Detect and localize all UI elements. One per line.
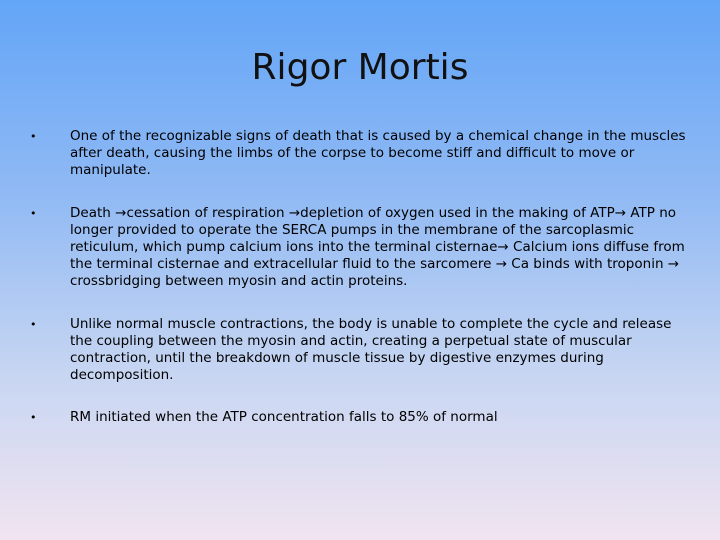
bullet-item [30,128,690,180]
bullet-item [30,409,690,426]
bullet-dot-icon: • [30,130,37,143]
bullet-text-part: ATP no longer provided to operate the SERCA pumps in the membrane of the sarcoplasmic reticulum, which pump calcium ions into the terminal cisternae [70,204,677,256]
bullet-text: One of the recognizable signs of death that is caused by a chemical change in the muscles after death, causing the limbs of the corpse to become stiff and difficult to move or manipulate. [70,128,686,179]
slide-title: Rigor Mortis [251,47,469,88]
bullet-text-part: cessation of respiration [126,204,289,221]
bullet-dot-icon: • [30,206,37,220]
bullet-text-part: crossbridging between myosin and actin proteins. [70,273,408,290]
arrow-right-icon: → [667,256,680,273]
bullet-list [30,128,690,452]
bullet-text-part: depletion of oxygen used in the making of ATP [300,204,615,221]
arrow-right-icon: → [115,204,127,221]
bullet-text-part: Calcium ions diffuse from the terminal cisternae and extracellular fluid to the sarcomere [70,239,685,273]
arrow-right-icon: → [614,204,627,221]
bullet-text-part: Ca binds with troponin [507,256,668,273]
bullet-item [30,205,690,291]
bullet-item [30,316,690,385]
bullet-dot-icon: • [30,411,37,425]
bullet-dot-icon: • [30,317,37,331]
arrow-right-icon: → [495,256,508,273]
arrow-right-icon: → [288,204,301,221]
bullet-text: RM initiated when the ATP concentration falls to 85% of normal [70,409,498,426]
arrow-right-icon: → [497,239,509,256]
bullet-text-part: Death [70,204,116,221]
bullet-text: Unlike normal muscle contractions, the body is unable to complete the cycle and release the coupling between the myosin and actin, creating a perpetual state of muscular contraction, until the breakdown of muscle tissue by digestive enzymes during decomposition. [70,315,672,384]
